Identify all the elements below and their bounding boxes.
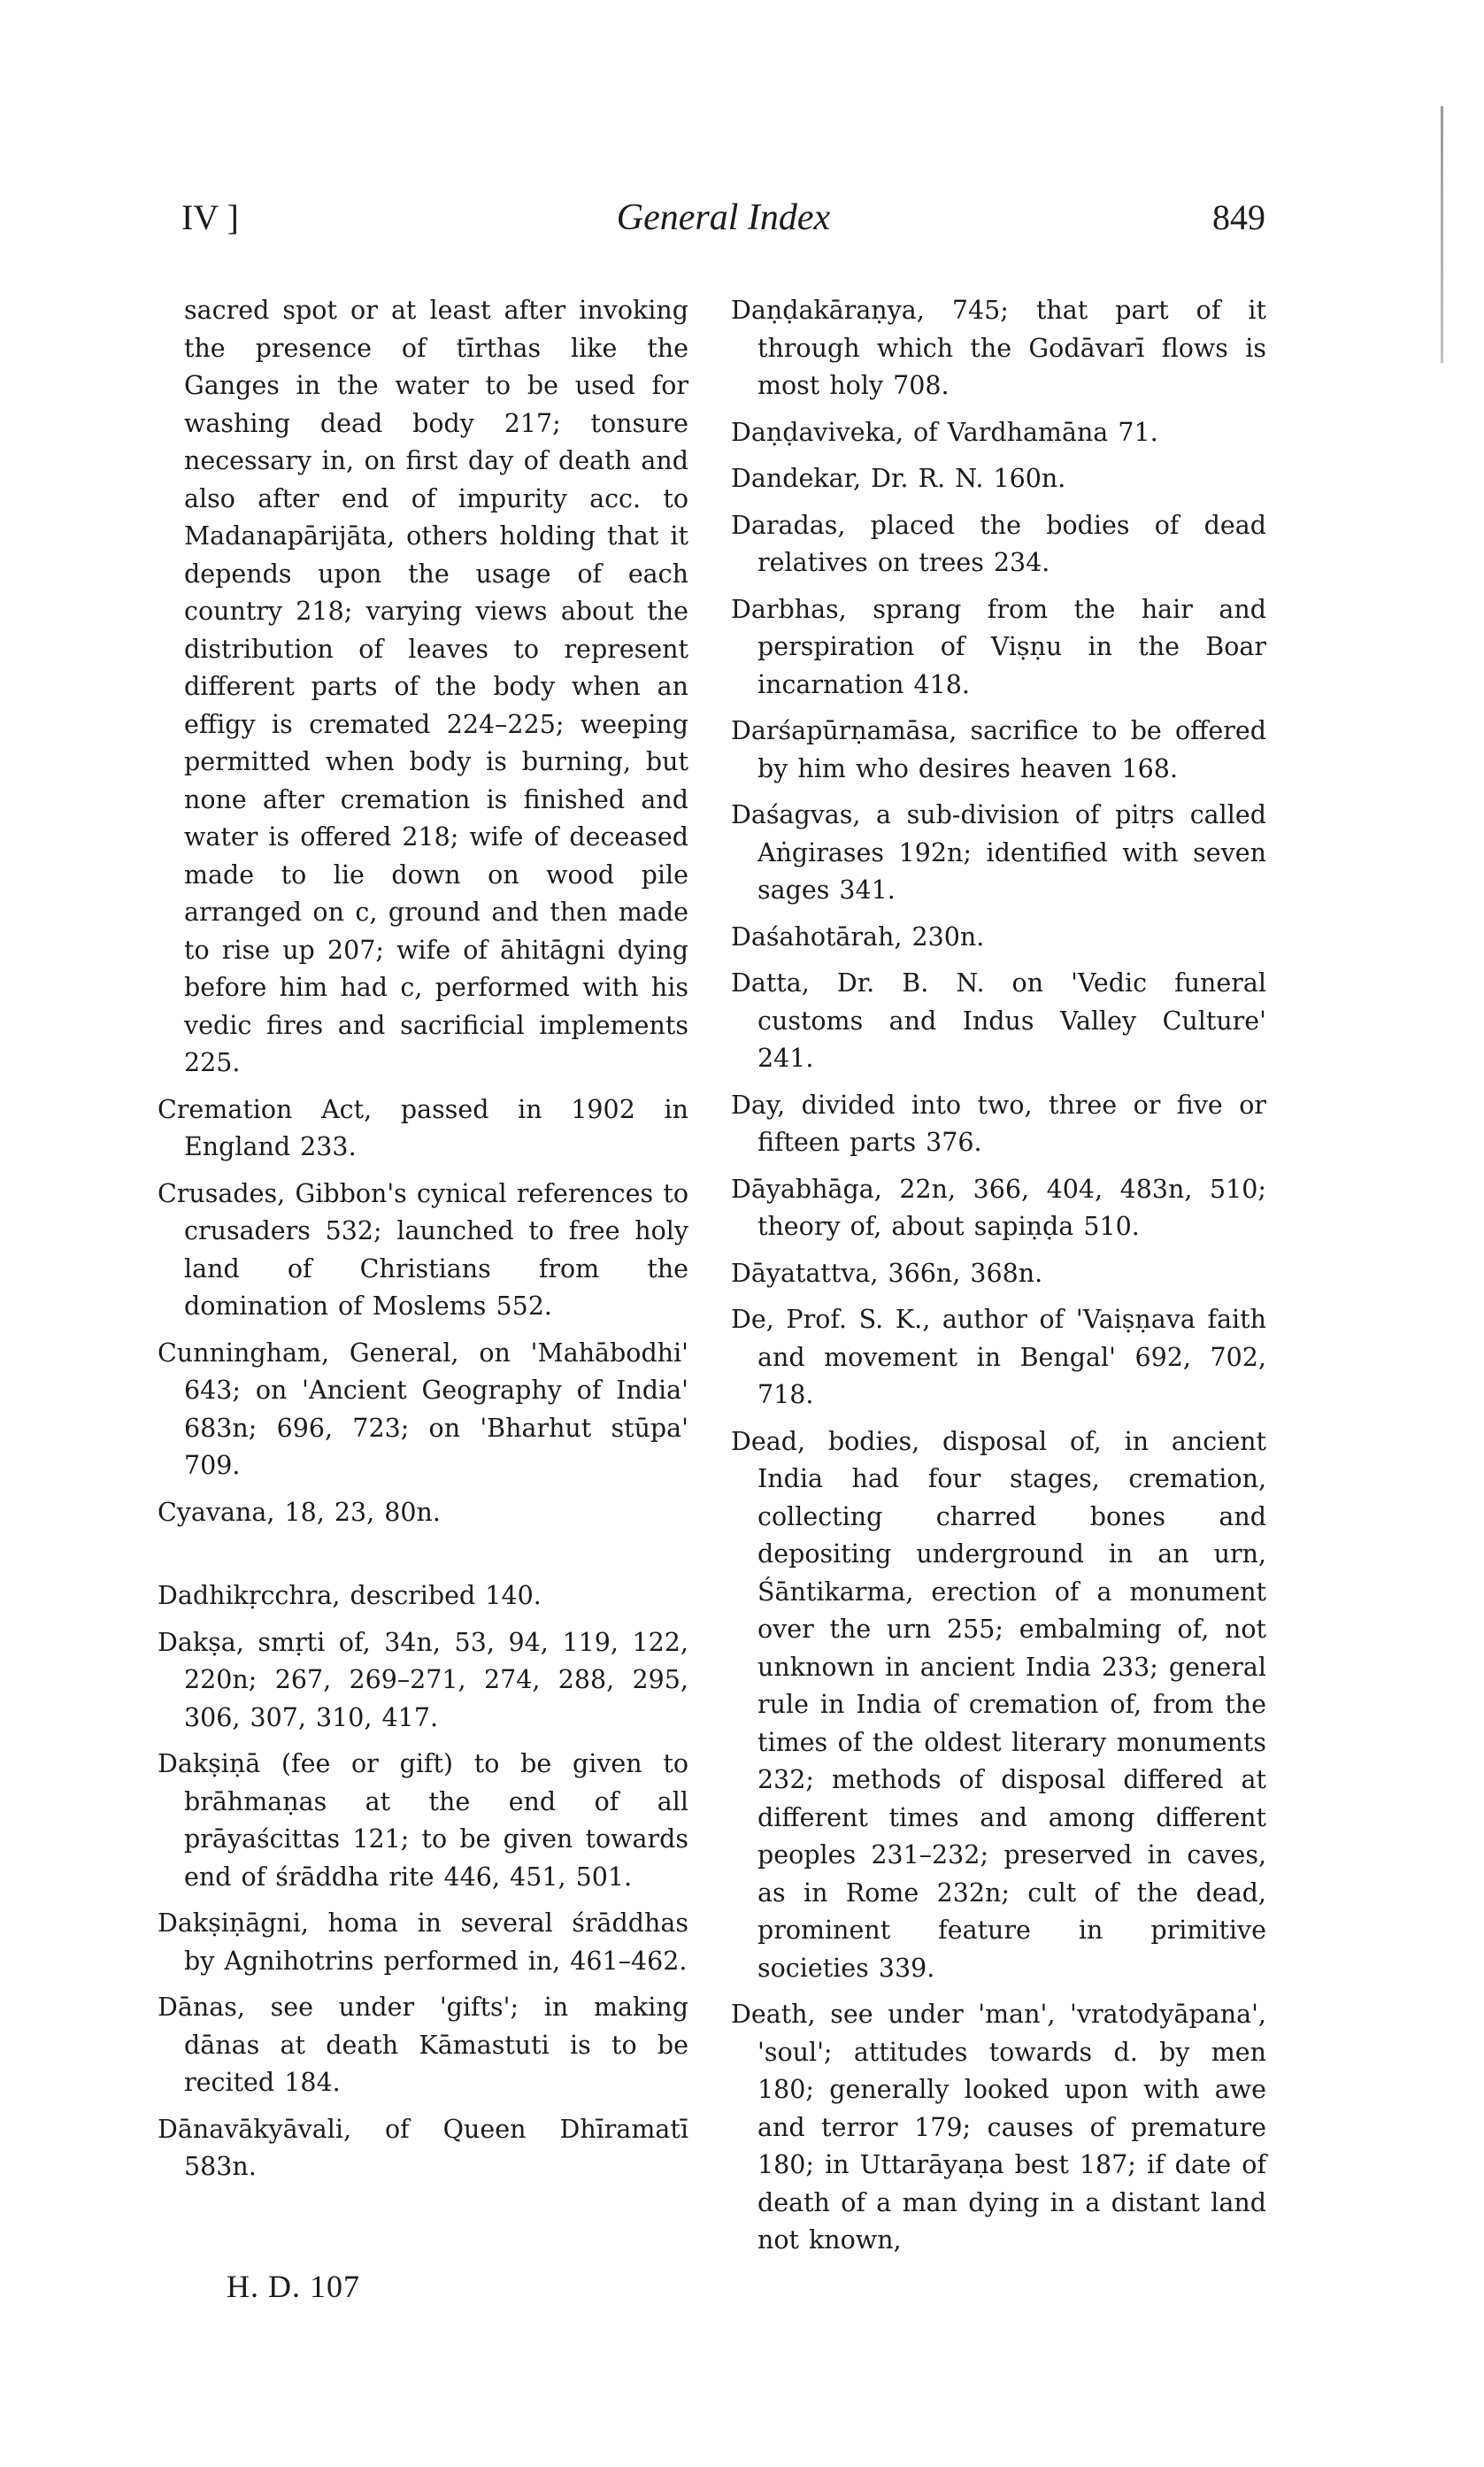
index-entry: Dānavākyāvali, of Queen Dhīramatī 583n. [158, 2114, 688, 2181]
index-entry: Dadhikṛcchra, described 140. [158, 1581, 542, 1610]
index-entry: Day, divided into two, three or five or fifteen parts 376. [731, 1090, 1266, 1157]
index-entry: Dānas, see under 'gifts'; in making dānas at death Kāmastuti is to be recited 184. [158, 1993, 688, 2097]
index-entry: Cremation Act, passed in 1902 in England 233. [158, 1094, 688, 1161]
index-entry: Dandekar, Dr. R. N. 160n. [731, 464, 1066, 493]
index-entry: Dakṣiṇā (fee or gift) to be given to brāhmaṇas at the end of all prāyaścittas 121; to be given towards end of śrāddha rite 446, 451, 501. [158, 1749, 688, 1892]
page-number: 849 [1212, 197, 1265, 237]
index-entry: Dāyatattva, 366n, 368n. [731, 1258, 1043, 1288]
index-entry: Cunningham, General, on 'Mahābodhi' 643; on 'Ancient Geography of India' 683n; 696, 723; on 'Bharhut stūpa' 709. [158, 1338, 688, 1480]
index-entry: Darbhas, sprang from the hair and perspiration of Viṣṇu in the Boar incarnation 418. [731, 594, 1266, 699]
right-column [731, 292, 1266, 2269]
index-entry: Dāyabhāga, 22n, 366, 404, 483n, 510; theory of, about sapiṇḍa 510. [731, 1174, 1266, 1241]
index-entry: Crusades, Gibbon's cynical references to crusaders 532; launched to free holy land of Christians from the domination of Moslems 552. [158, 1178, 688, 1321]
index-entry: Death, see under 'man', 'vratodyāpana', 'soul'; attitudes towards d. by men 180; generally looked upon with awe and terror 179; causes of premature 180; in Uttarāyaṇa best 187; if date of death of a man dying in a distant land not known, [731, 2000, 1266, 2255]
index-entry: Daśagvas, a sub-division of pitṛs called Aṅgirases 192n; identified with seven sages 341. [731, 800, 1266, 905]
index-entry: Daṇḍakāraṇya, 745; that part of it through which the Godāvarī flows is most holy 708. [731, 296, 1266, 400]
running-header [181, 197, 1265, 250]
part-number: IV ] [181, 197, 239, 237]
index-entry: sacred spot or at least after invoking the presence of tīrthas like the Ganges in the water to be used for washing dead body 217; tonsure necessary in, on first day of death and also after end of impurity acc. to Madanapārijāta, others holding that it depends upon the usage of each country 218; varying views about the distribution of leaves to represent different parts of the body when an effigy is cremated 224–225; weeping permitted when body is burning, but none after cremation is finished and water is offered 218; wife of deceased made to lie down on wood pile arranged on c, ground and then made to rise up 207; wife of āhitāgni dying before him had c, performed with his vedic fires and sacrificial implements 225. [184, 296, 688, 1077]
left-column [158, 292, 688, 2195]
index-entry: Daradas, placed the bodies of dead relatives on trees 234. [731, 510, 1266, 577]
index-entry: Datta, Dr. B. N. on 'Vedic funeral customs and Indus Valley Culture' 241. [731, 968, 1266, 1073]
page-title: General Index [616, 197, 831, 238]
signature-mark: H. D. 107 [227, 2269, 360, 2304]
index-entry: Dead, bodies, disposal of, in ancient India had four stages, cremation, collecting charred bones and depositing underground in an urn, Śāntikarma, erection of a monument over the urn 255; embalming of, not unknown in ancient India 233; general rule in India of cremation of, from the times of the oldest literary monuments 232; methods of disposal differed at different times and among different peoples 231–232; preserved in caves, as in Rome 232n; cult of the dead, prominent feature in primitive societies 339. [731, 1426, 1266, 1983]
index-entry: Dakṣa, smṛti of, 34n, 53, 94, 119, 122, 220n; 267, 269–271, 274, 288, 295, 306, 307, 310, 417. [158, 1627, 688, 1732]
scan-edge-mark [1441, 106, 1443, 363]
index-entry: De, Prof. S. K., author of 'Vaiṣṇava faith and movement in Bengal' 692, 702, 718. [731, 1305, 1266, 1409]
index-entry: Daśahotārah, 230n. [731, 921, 985, 952]
index-entry: Cyavana, 18, 23, 80n. [158, 1497, 441, 1527]
index-entry: Dakṣiṇāgni, homa in several śrāddhas by Agnihotrins performed in, 461–462. [158, 1908, 688, 1976]
index-entry: Darśapūrṇamāsa, sacrifice to be offered by him who desires heaven 168. [731, 716, 1266, 783]
index-entry: Daṇḍaviveka, of Vardhamāna 71. [731, 417, 1158, 447]
